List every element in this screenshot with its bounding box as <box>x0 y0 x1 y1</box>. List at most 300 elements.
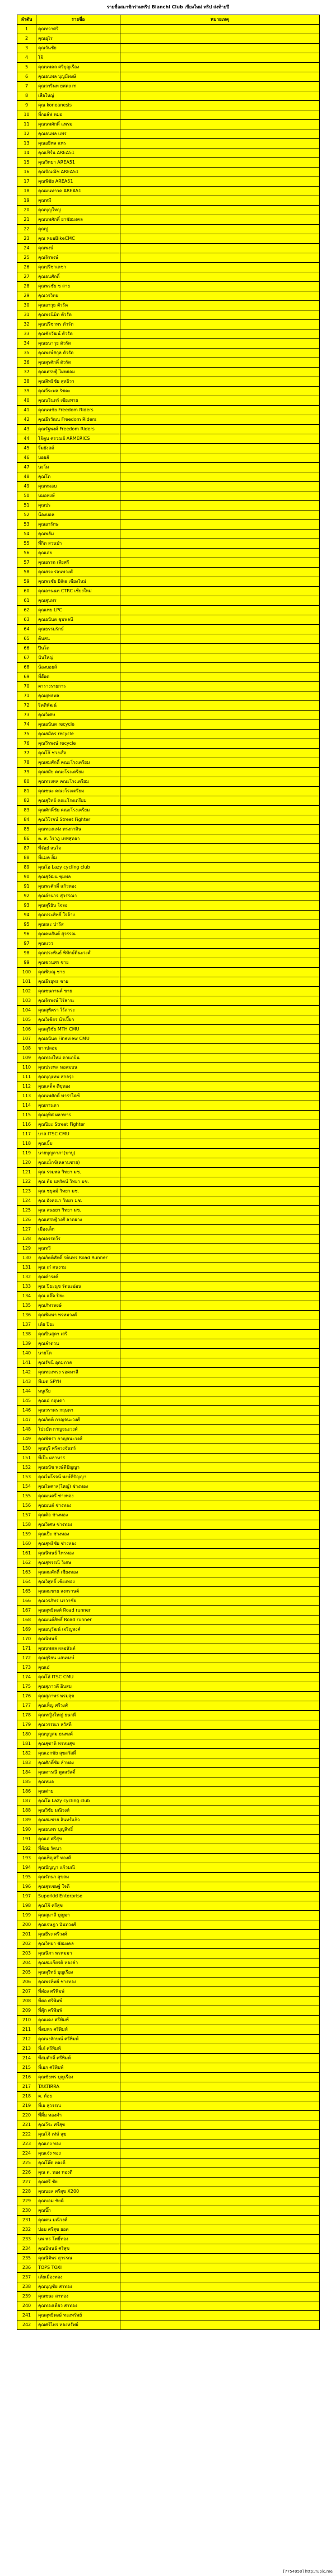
row-name: TOPS TOXI <box>36 2263 120 2273</box>
row-name: คุณวราพร กฤษดา <box>36 1406 120 1415</box>
row-name: คุณเอ๋ ศรีสุข <box>36 1835 120 1844</box>
row-number: 55 <box>17 539 36 549</box>
table-row <box>17 1882 320 1892</box>
row-name: คุณธีรยุทธ ชาย <box>36 977 120 987</box>
row-number: 235 <box>17 2254 36 2263</box>
row-name: นายบุญลาภา(บาบู) <box>36 1149 120 1158</box>
table-row <box>17 701 320 711</box>
row-note <box>120 253 320 263</box>
row-number: 39 <box>17 387 36 396</box>
table-row <box>17 815 320 825</box>
row-note <box>120 939 320 949</box>
row-name: คุณสุชาติ พรหมสุข <box>36 1739 120 1749</box>
table-row <box>17 1473 320 1482</box>
table-row <box>17 720 320 730</box>
row-name: คุณสุมาลี บุญมา <box>36 1911 120 1920</box>
row-note <box>120 682 320 691</box>
table-row <box>17 2025 320 2035</box>
table-row <box>17 939 320 949</box>
row-name: ต้นสน <box>36 634 120 644</box>
table-row <box>17 1415 320 1425</box>
row-number: 50 <box>17 491 36 501</box>
table-row <box>17 1177 320 1187</box>
row-name: คุณจิรพงษ์ ไร้สาระ <box>36 996 120 1006</box>
row-number: 227 <box>17 2178 36 2187</box>
row-number: 71 <box>17 691 36 701</box>
table-row <box>17 2130 320 2139</box>
row-number: 15 <box>17 158 36 168</box>
row-number: 70 <box>17 682 36 691</box>
row-name: คุณนิพนธ์ ไทรทอง <box>36 1549 120 1558</box>
row-number: 85 <box>17 825 36 834</box>
row-note <box>120 1920 320 1930</box>
row-name: คุณศรี ชัย <box>36 2178 120 2187</box>
table-row <box>17 263 320 272</box>
row-note <box>120 310 320 320</box>
row-name: คุณศักดิ์ชัย คณะโรงเตรียม <box>36 806 120 815</box>
row-number: 108 <box>17 1044 36 1053</box>
table-row <box>17 1682 320 1692</box>
row-name: คุณประสิทธิ์ ใจจ้าง <box>36 911 120 920</box>
row-note <box>120 1234 320 1244</box>
table-row <box>17 177 320 187</box>
row-name: คุณพงษ์สกุล ตัวรัด <box>36 349 120 358</box>
row-name: โจ้ <box>36 53 120 63</box>
row-name: คุณอานนท CTRC เชียงใหม่ <box>36 587 120 596</box>
row-name: คุณทรงพล คณะโรงเตรียม <box>36 777 120 787</box>
table-row <box>17 1406 320 1415</box>
row-number: 30 <box>17 301 36 310</box>
row-note <box>120 977 320 987</box>
row-number: 127 <box>17 1225 36 1234</box>
table-row <box>17 1854 320 1863</box>
table-row <box>17 1149 320 1158</box>
row-name: คุณธนาวุธ ตัวรัด <box>36 339 120 349</box>
row-name: คุณทวี <box>36 1244 120 1254</box>
row-note <box>120 472 320 482</box>
row-note <box>120 1768 320 1777</box>
row-note <box>120 1806 320 1816</box>
table-row <box>17 1034 320 1044</box>
row-name: คุณวันชัย <box>36 44 120 53</box>
table-row <box>17 777 320 787</box>
row-name: Superkid Enterprise <box>36 1892 120 1901</box>
row-name: คุณเอ๋ย <box>36 549 120 558</box>
row-note <box>120 606 320 615</box>
row-name: คุณหมอ <box>36 1777 120 1787</box>
row-note <box>120 558 320 568</box>
row-name: คุณอนันต ชุมพลนี <box>36 615 120 625</box>
table-row <box>17 1606 320 1616</box>
table-row <box>17 1015 320 1025</box>
table-row <box>17 1387 320 1396</box>
row-note <box>120 1044 320 1053</box>
table-row <box>17 2054 320 2063</box>
table-row <box>17 2320 320 2330</box>
table-row <box>17 853 320 863</box>
table-row <box>17 1130 320 1139</box>
row-note <box>120 1939 320 1949</box>
table-row <box>17 82 320 91</box>
row-number: 129 <box>17 1244 36 1254</box>
row-name: คุณนรินทร์ เชียงพาย <box>36 396 120 406</box>
table-row <box>17 568 320 577</box>
table-row <box>17 1892 320 1901</box>
row-number: 156 <box>17 1501 36 1511</box>
row-note <box>120 1501 320 1511</box>
table-row <box>17 1816 320 1825</box>
row-note <box>120 1254 320 1263</box>
table-row <box>17 672 320 682</box>
table-row <box>17 2120 320 2130</box>
row-name: คุณโอ๊ต ทองดี <box>36 2159 120 2168</box>
row-number: 24 <box>17 244 36 253</box>
row-name: คุณสุพัตรา ไร้สาระ <box>36 1006 120 1015</box>
row-note <box>120 1368 320 1377</box>
row-name: คุณเพ็ญ ศรีวงศ์ <box>36 1701 120 1711</box>
row-name: คุณทองเดียว สาทอง <box>36 2301 120 2311</box>
row-number: 174 <box>17 1673 36 1682</box>
row-name: คุณยุทธพล <box>36 691 120 701</box>
row-name: คุณนพชัย Freedom Riders <box>36 406 120 415</box>
row-note <box>120 996 320 1006</box>
table-row <box>17 1663 320 1673</box>
row-name: คุณธรรมรักษ์ <box>36 625 120 634</box>
row-number: 236 <box>17 2263 36 2273</box>
table-row <box>17 187 320 196</box>
table-row <box>17 2149 320 2159</box>
row-note <box>120 406 320 415</box>
row-note <box>120 177 320 187</box>
row-note <box>120 1158 320 1168</box>
row-note <box>120 653 320 663</box>
row-number: 166 <box>17 1596 36 1606</box>
table-row <box>17 787 320 796</box>
row-note <box>120 2111 320 2120</box>
row-number: 178 <box>17 1711 36 1720</box>
row-number: 22 <box>17 225 36 234</box>
row-note <box>120 1558 320 1568</box>
row-name: คุณพิษณุ ชาย <box>36 968 120 977</box>
table-row <box>17 2159 320 2168</box>
row-name: พี่ตุ๊ก ศรีพิมพ์ <box>36 2006 120 2016</box>
table-row <box>17 987 320 996</box>
row-name: คุณวิทยา ชัยมงคล <box>36 1939 120 1949</box>
row-number: 23 <box>17 234 36 244</box>
row-name: คุณวิเชียร น้าเปี๊ยก <box>36 1015 120 1025</box>
row-name: คุณพลัม <box>36 530 120 539</box>
row-number: 32 <box>17 320 36 329</box>
row-note <box>120 634 320 644</box>
table-row <box>17 558 320 568</box>
row-note <box>120 1187 320 1196</box>
row-note <box>120 1663 320 1673</box>
row-note <box>120 1720 320 1730</box>
row-number: 8 <box>17 91 36 101</box>
row-number: 176 <box>17 1692 36 1701</box>
row-number: 63 <box>17 615 36 625</box>
row-note <box>120 244 320 253</box>
row-name: พี่กิต สวนป่า <box>36 539 120 549</box>
table-row <box>17 510 320 520</box>
row-name: คุณอุทิศ ผลาหาร <box>36 1111 120 1120</box>
row-note <box>120 2263 320 2273</box>
row-name: คุณสุริยัน ใจจอ <box>36 901 120 911</box>
row-number: 194 <box>17 1863 36 1873</box>
row-note <box>120 539 320 549</box>
table-row <box>17 1082 320 1092</box>
table-row <box>17 2101 320 2111</box>
row-note <box>120 2006 320 2016</box>
row-note <box>120 196 320 206</box>
row-note <box>120 2101 320 2111</box>
row-number: 109 <box>17 1053 36 1063</box>
row-name: คุณวิโรจน์ Street Fighter <box>36 815 120 825</box>
row-note <box>120 1568 320 1577</box>
row-number: 184 <box>17 1768 36 1777</box>
row-note <box>120 1120 320 1130</box>
table-row <box>17 1330 320 1339</box>
row-note <box>120 1330 320 1339</box>
row-number: 52 <box>17 510 36 520</box>
row-name: โปรบัท กาญจนะวงศ์ <box>36 1425 120 1435</box>
table-row <box>17 139 320 148</box>
table-row <box>17 1358 320 1368</box>
row-number: 97 <box>17 939 36 949</box>
row-name: คุณ แอ๊ด ปิยะ <box>36 1292 120 1301</box>
row-number: 138 <box>17 1330 36 1339</box>
row-name: คุณโจ้ ช่วงเสือ <box>36 749 120 758</box>
row-name: น้องบอล <box>36 510 120 520</box>
row-name: คุณหมอบ <box>36 482 120 491</box>
table-row <box>17 148 320 158</box>
row-number: 29 <box>17 291 36 301</box>
row-note <box>120 520 320 530</box>
table-row <box>17 2082 320 2092</box>
row-note <box>120 1787 320 1797</box>
row-number: 136 <box>17 1311 36 1320</box>
row-number: 153 <box>17 1473 36 1482</box>
row-name: ต. ส. วิราฎ เทพสุทธา <box>36 834 120 844</box>
table-row <box>17 1339 320 1349</box>
row-name: คุณนิพนธ์ <box>36 1635 120 1644</box>
row-name: คุณสมชาย สงกรานต์ <box>36 1587 120 1596</box>
row-number: 5 <box>17 63 36 72</box>
row-note <box>120 1682 320 1692</box>
row-name: พี่กอล์ฟ หมอ <box>36 110 120 120</box>
row-note <box>120 1168 320 1177</box>
row-name: พี่ต๋อง ศรีพิมพ์ <box>36 1987 120 1997</box>
row-name: คุณสุนทร <box>36 596 120 606</box>
row-number: 94 <box>17 911 36 920</box>
row-note <box>120 1473 320 1482</box>
table-row <box>17 196 320 206</box>
table-row <box>17 1797 320 1806</box>
row-name: หมอพงษ์ <box>36 491 120 501</box>
row-name: คุณวรรณา สวัสดี <box>36 1720 120 1730</box>
row-number: 209 <box>17 2006 36 2016</box>
row-name: คุณนพศักดิ์ พาราไดซ์ <box>36 1092 120 1101</box>
row-name: พี่ติ๋ม ทองคำ <box>36 2111 120 2120</box>
row-name: คุณสมัคร recycle <box>36 730 120 739</box>
row-name: คุณสมศักดิ์ คณะโรงเตรียม <box>36 758 120 768</box>
table-row <box>17 758 320 768</box>
row-note <box>120 2206 320 2216</box>
row-name: คุณพรศักดิ์ แก้วทอง <box>36 882 120 892</box>
table-row <box>17 310 320 320</box>
table-row <box>17 1111 320 1120</box>
row-note <box>120 2073 320 2082</box>
row-number: 33 <box>17 329 36 339</box>
row-name: นะโม <box>36 463 120 472</box>
row-note <box>120 1406 320 1415</box>
row-name: คุณ หมอBikeCMC <box>36 234 120 244</box>
row-name: คุณตน มณีวงศ์ <box>36 2216 120 2225</box>
row-number: 64 <box>17 625 36 634</box>
row-note <box>120 53 320 63</box>
row-note <box>120 2187 320 2197</box>
table-row <box>17 2263 320 2273</box>
row-number: 105 <box>17 1015 36 1025</box>
row-number: 82 <box>17 796 36 806</box>
table-row <box>17 282 320 291</box>
table-row <box>17 587 320 596</box>
row-name: คุณวีระ ศรีสุข <box>36 2120 120 2130</box>
row-note <box>120 1025 320 1034</box>
table-row <box>17 949 320 958</box>
row-note <box>120 1911 320 1920</box>
row-note <box>120 1758 320 1768</box>
row-number: 72 <box>17 701 36 711</box>
table-row <box>17 406 320 415</box>
row-name: คุณอนันต recycle <box>36 720 120 730</box>
row-note <box>120 958 320 968</box>
row-number: 47 <box>17 463 36 472</box>
table-row <box>17 358 320 368</box>
table-row <box>17 682 320 691</box>
row-name: คุณสิทธิชัย สุทธิวา <box>36 377 120 387</box>
row-number: 86 <box>17 834 36 844</box>
row-number: 123 <box>17 1187 36 1196</box>
table-row <box>17 120 320 129</box>
row-number: 43 <box>17 425 36 434</box>
row-number: 205 <box>17 1968 36 1978</box>
row-number: 148 <box>17 1425 36 1435</box>
table-row <box>17 1273 320 1282</box>
row-number: 87 <box>17 844 36 853</box>
row-name: คุณจิรพงษ์ <box>36 253 120 263</box>
row-name: คุณบอม ชัยดี <box>36 2197 120 2206</box>
row-number: 223 <box>17 2139 36 2149</box>
row-number: 16 <box>17 168 36 177</box>
table-row <box>17 644 320 653</box>
row-number: 182 <box>17 1749 36 1758</box>
table-row <box>17 2254 320 2263</box>
row-name: โจ้ตูน ศรวณย์ ARMERICS <box>36 434 120 444</box>
row-name: คุณพรนิมิต ตัวรัด <box>36 310 120 320</box>
row-name: พี่ต่อ ศรีพิมพ์ <box>36 1997 120 2006</box>
row-number: 88 <box>17 853 36 863</box>
row-number: 195 <box>17 1873 36 1882</box>
table-row <box>17 796 320 806</box>
row-note <box>120 739 320 749</box>
row-name: คุณชนะ สาทอง <box>36 2292 120 2301</box>
table-row <box>17 2063 320 2073</box>
row-name: คุณ อังคณา วิทยา มช. <box>36 1196 120 1206</box>
row-note <box>120 1606 320 1616</box>
row-number: 154 <box>17 1482 36 1492</box>
row-name: คุณทองทรง รอดมาลี <box>36 1368 120 1377</box>
row-name: คุณไพศาล(ใหญ่) ช่างทอง <box>36 1482 120 1492</box>
row-note <box>120 1835 320 1844</box>
row-note <box>120 1482 320 1492</box>
row-number: 124 <box>17 1196 36 1206</box>
row-note <box>120 1206 320 1215</box>
row-number: 66 <box>17 644 36 653</box>
row-note <box>120 1701 320 1711</box>
row-number: 207 <box>17 1987 36 1997</box>
table-row <box>17 892 320 901</box>
table-row <box>17 1758 320 1768</box>
table-row <box>17 339 320 349</box>
row-name: คุณ ต. ทอง ทองดี <box>36 2168 120 2178</box>
row-number: 220 <box>17 2111 36 2120</box>
row-note <box>120 2082 320 2092</box>
row-name: คุณอำนาจ สุวรรณา <box>36 892 120 901</box>
row-number: 131 <box>17 1263 36 1273</box>
row-number: 42 <box>17 415 36 425</box>
row-number: 44 <box>17 434 36 444</box>
table-row <box>17 1530 320 1539</box>
table-row <box>17 2178 320 2187</box>
table-row <box>17 1568 320 1577</box>
row-note <box>120 453 320 463</box>
row-name: คุณบุญชัย สาทอง <box>36 2282 120 2292</box>
row-note <box>120 1034 320 1044</box>
table-row <box>17 1625 320 1635</box>
table-row <box>17 349 320 358</box>
row-note <box>120 1215 320 1225</box>
row-note <box>120 168 320 177</box>
row-name: นันใหญ่ <box>36 653 120 663</box>
row-name: พี่จ๋อย๋ สนใจ <box>36 844 120 853</box>
row-note <box>120 1625 320 1635</box>
table-row <box>17 1787 320 1797</box>
row-note <box>120 672 320 682</box>
table-row <box>17 2311 320 2320</box>
table-row <box>17 72 320 82</box>
row-note <box>120 1520 320 1530</box>
row-note <box>120 1644 320 1654</box>
row-name: คุณสุภาวดี อินสม <box>36 1682 120 1692</box>
table-row <box>17 539 320 549</box>
table-row <box>17 1425 320 1435</box>
row-note <box>120 796 320 806</box>
table-row <box>17 691 320 701</box>
row-name: คุณนิพนธ์ ศรีสุข <box>36 2244 120 2254</box>
row-note <box>120 82 320 91</box>
row-name: คุณดารณี พูลสวัสดิ์ <box>36 1768 120 1777</box>
row-number: 60 <box>17 587 36 596</box>
table-row <box>17 301 320 310</box>
table-row <box>17 2292 320 2301</box>
row-note <box>120 1053 320 1063</box>
table-row <box>17 387 320 396</box>
table-row <box>17 1644 320 1654</box>
table-row <box>17 1263 320 1273</box>
row-number: 199 <box>17 1911 36 1920</box>
table-row <box>17 2092 320 2101</box>
